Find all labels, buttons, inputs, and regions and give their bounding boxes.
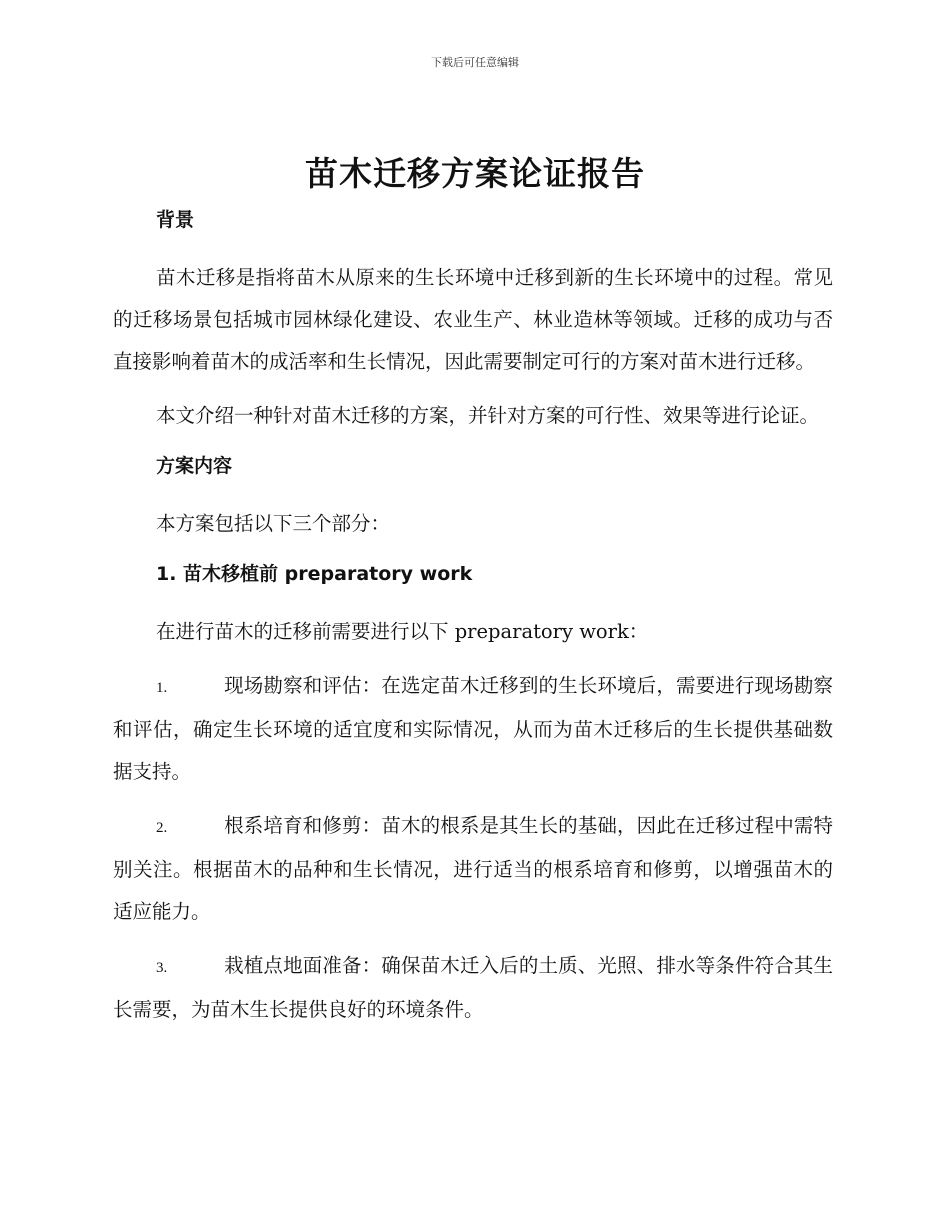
list-item-text: 根系培育和修剪：苗木的根系是其生长的基础，因此在迁移过程中需特别关注。根据苗木的品种和生长情况，进行适当的根系培育和修剪，以增强苗木的适应能力。 [113, 814, 833, 923]
list-item [113, 805, 833, 933]
list-item [113, 945, 833, 1031]
document-body [113, 203, 833, 1031]
paragraph-plan-intro: 本方案包括以下三个部分： [156, 512, 391, 535]
list-item-text: 现场勘察和评估：在选定苗木迁移到的生长环境后，需要进行现场勘察和评估，确定生长环境的适宜度和实际情况，从而为苗木迁移后的生长提供基础数据支持。 [113, 674, 833, 783]
list-item-text: 栽植点地面准备：确保苗木迁入后的土质、光照、排水等条件符合其生长需要，为苗木生长提供良好的环境条件。 [113, 954, 833, 1021]
section-heading-background: 背景 [156, 209, 195, 231]
list-item [113, 665, 833, 793]
list-item-number: 3. [156, 960, 168, 976]
document-title: 苗木迁移方案论证报告 [305, 154, 645, 193]
paragraph-part-1-intro: 在进行苗木的迁移前需要进行以下 preparatory work： [156, 620, 649, 643]
paragraph-background-2: 本文介绍一种针对苗木迁移的方案，并针对方案的可行性、效果等进行论证。 [156, 404, 820, 427]
list-item-number: 2. [156, 820, 168, 836]
section-heading-plan: 方案内容 [156, 455, 233, 477]
list-item-number: 1. [156, 680, 168, 696]
subheading-part-1: 1. 苗木移植前 preparatory work [156, 563, 473, 585]
page-header-note: 下载后可任意编辑 [431, 56, 519, 69]
paragraph-background-1: 苗木迁移是指将苗木从原来的生长环境中迁移到新的生长环境中的过程。常见的迁移场景包括城市园林绿化建设、农业生产、林业造林等领域。迁移的成功与否直接影响着苗木的成活率和生长情况，因此需要制定可行的方案对苗木进行迁移。 [113, 266, 833, 373]
